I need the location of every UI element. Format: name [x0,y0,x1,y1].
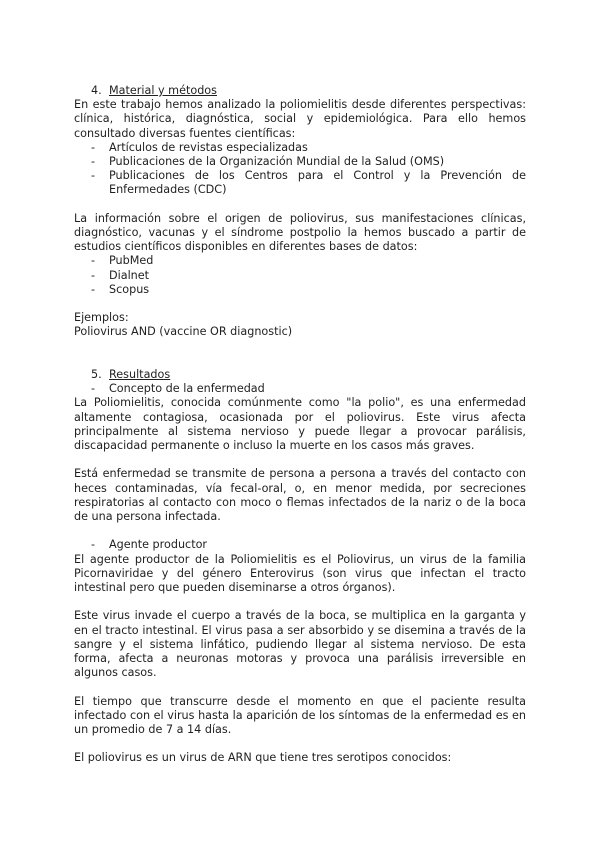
section-number: 5. [91,368,102,381]
paragraph: El poliovirus es un virus de ARN que tiene tres serotipos conocidos: [74,751,452,765]
paragraph: Está enfermedad se transmite de persona a persona a través del contacto con heces contaminadas, vía fecal-oral, o, en menor medida, por secreciones respiratorias al contacto con moco o flemas infectados de la nariz o de la boca de una persona infectada. [74,467,526,524]
sources-list [74,141,526,198]
paragraph-databases: La información sobre el origen de poliovirus, sus manifestaciones clínicas, diagnóstico, vacunas y el síndrome postpolio la hemos buscado a partir de estudios científicos disponibles en diferentes bases de datos: [74,211,526,254]
section-title: Material y métodos [109,84,217,97]
section-heading-material-metodos [74,84,526,98]
subsection-heading-concepto: - Concepto de la enfermedad [91,382,265,396]
paragraph-intro: En este trabajo hemos analizado la poliomielitis desde diferentes perspectivas: clínica, histórica, diagnóstica, social y epidemiológica. Para ello hemos consultado diversas fuentes científicas: [74,98,526,140]
paragraph: El tiempo que transcurre desde el momento en que el paciente resulta infectado con el virus hasta la aparición de los síntomas de la enfermedad es en un promedio de 7 a 14 días. [74,694,526,737]
document-page [74,84,526,766]
list-item: - Publicaciones de la Organización Mundial de la Salud (OMS) [91,155,445,169]
list-item: - Dialnet [91,268,150,282]
list-item: - Scopus [91,282,150,296]
paragraph: El agente productor de la Poliomielitis es el Poliovirus, un virus de la familia Picornaviridae y del género Enterovirus (son virus que infectan el tracto intestinal pero que pueden diseminarse a otros órganos). [74,552,526,595]
list-item: - PubMed [91,254,154,268]
list-item: - Artículos de revistas especializadas [91,140,308,154]
examples-label: Ejemplos: [74,311,129,325]
section-number: 4. [91,84,102,97]
paragraph: Este virus invade el cuerpo a través de la boca, se multiplica en la garganta y en el tracto intestinal. El virus pasa a ser absorbido y se disemina a través de la sangre y el sistema linfático, pudiendo llegar al sistema nervioso. De esta forma, afecta a neuronas motoras y provoca una parálisis irreversible en algunos casos. [74,609,526,680]
section-heading-resultados [74,368,526,382]
subsection-heading-agente: - Agente productor [91,538,208,552]
section-title: Resultados [109,368,171,381]
databases-list [74,254,526,297]
example-query: Poliovirus AND (vaccine OR diagnostic) [74,325,293,339]
paragraph: La Poliomielitis, conocida comúnmente como "la polio", es una enfermedad altamente contagiosa, ocasionada por el poliovirus. Este virus afecta principalmente al sistema nervioso y puede llegar a provocar parálisis, discapacidad permanente o incluso la muerte en los casos más graves. [74,396,526,453]
list-item: - Publicaciones de los Centros para el Control y la Prevención de Enfermedades (CDC) [91,169,526,197]
